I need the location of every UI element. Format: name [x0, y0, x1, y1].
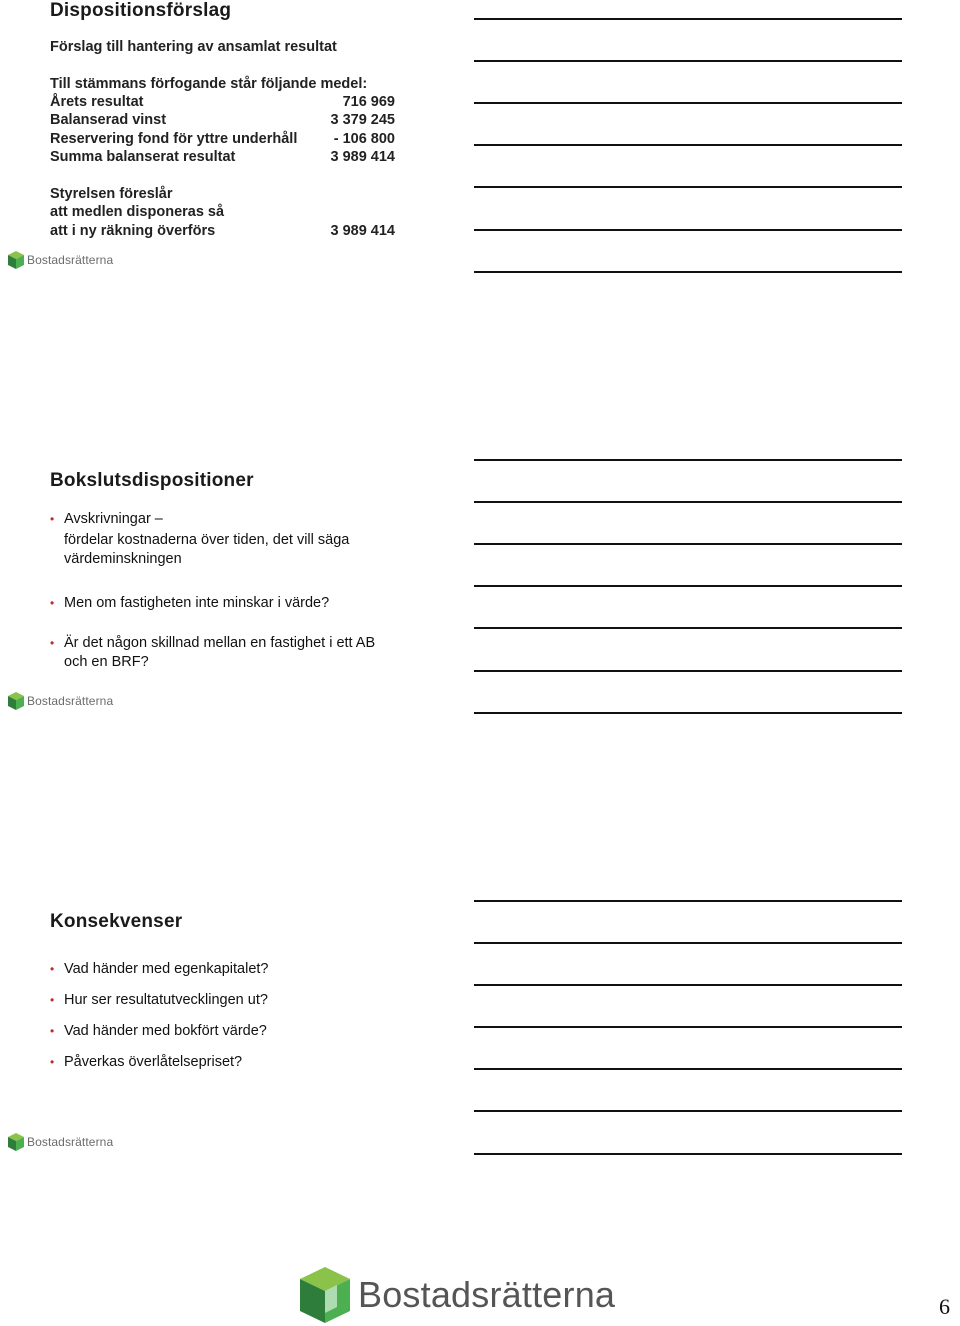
row-value: - 106 800: [333, 131, 395, 147]
footer-brand-logo: [300, 1266, 615, 1324]
bullet-dot-icon: •: [50, 1055, 55, 1069]
note-line: [474, 229, 902, 231]
footer-logo-text: Bostadsrätterna: [358, 1274, 616, 1315]
row-value: 3 989 414: [330, 149, 395, 165]
slide2-title: Bokslutsdispositioner: [50, 470, 254, 491]
brand-cube-icon: [8, 692, 24, 710]
brand-cube-icon: [300, 1267, 350, 1323]
row-label: Balanserad vinst: [50, 112, 167, 128]
bullet-text: Hur ser resultatutvecklingen ut?: [64, 992, 268, 1008]
note-line: [474, 60, 902, 62]
note-line: [474, 186, 902, 188]
page-number: 6: [939, 1294, 950, 1319]
note-line: [474, 271, 902, 273]
note-line: [474, 1026, 902, 1028]
note-line: [474, 712, 902, 714]
bullet-dot-icon: •: [50, 636, 55, 650]
note-line: [474, 501, 902, 503]
brand-logo-text: Bostadsrätterna: [27, 1135, 114, 1149]
slide3-title: Konsekvenser: [50, 911, 183, 932]
bullet-dot-icon: •: [50, 596, 55, 610]
row-label: Reservering fond för yttre underhåll: [50, 131, 298, 147]
brand-logo-small: [8, 251, 113, 269]
bullet-dot-icon: •: [50, 512, 55, 526]
note-line: [474, 18, 902, 20]
bullet-text: Är det någon skillnad mellan en fastighet i ett AB: [64, 635, 376, 651]
note-line: [474, 144, 902, 146]
bullet-text: värdeminskningen: [64, 551, 182, 567]
note-line: [474, 984, 902, 986]
row-value: 716 969: [342, 94, 395, 110]
brand-logo-text: Bostadsrätterna: [27, 694, 114, 708]
bullet-dot-icon: •: [50, 1024, 55, 1038]
note-line: [474, 102, 902, 104]
brand-logo-small: [8, 692, 113, 710]
note-line: [474, 1110, 902, 1112]
note-line: [474, 1068, 902, 1070]
bullet-text: Men om fastigheten inte minskar i värde?: [64, 595, 330, 611]
slide1-subtitle: Förslag till hantering av ansamlat resultat: [50, 39, 337, 55]
note-line: [474, 900, 902, 902]
proposal-line: att medlen disponeras så: [50, 204, 225, 220]
row-value: 3 379 245: [330, 112, 395, 128]
row-label: att i ny räkning överförs: [50, 223, 216, 239]
slide1-intro: Till stämmans förfogande står följande medel:: [50, 76, 368, 92]
row-label: Summa balanserat resultat: [50, 149, 236, 165]
bullet-text: Vad händer med bokfört värde?: [64, 1023, 267, 1039]
note-line: [474, 543, 902, 545]
row-label: Årets resultat: [50, 94, 144, 110]
note-line: [474, 1153, 902, 1155]
note-line: [474, 670, 902, 672]
bullet-dot-icon: •: [50, 962, 55, 976]
row-value: 3 989 414: [330, 223, 395, 239]
note-line: [474, 627, 902, 629]
bullet-text: Påverkas överlåtelsepriset?: [64, 1054, 243, 1070]
bullet-text: och en BRF?: [64, 654, 149, 670]
proposal-line: Styrelsen föreslår: [50, 186, 173, 202]
bullet-text: fördelar kostnaderna över tiden, det vill säga: [64, 532, 350, 548]
bullet-dot-icon: •: [50, 993, 55, 1007]
note-line: [474, 942, 902, 944]
brand-logo-text: Bostadsrätterna: [27, 253, 114, 267]
brand-cube-icon: [8, 251, 24, 269]
bullet-text: Vad händer med egenkapitalet?: [64, 961, 269, 977]
slide1-title: Dispositionsförslag: [50, 0, 232, 21]
bullet-text: Avskrivningar –: [64, 511, 163, 527]
note-line: [474, 585, 902, 587]
note-line: [474, 459, 902, 461]
brand-cube-icon: [8, 1133, 24, 1151]
brand-logo-small: [8, 1133, 113, 1151]
